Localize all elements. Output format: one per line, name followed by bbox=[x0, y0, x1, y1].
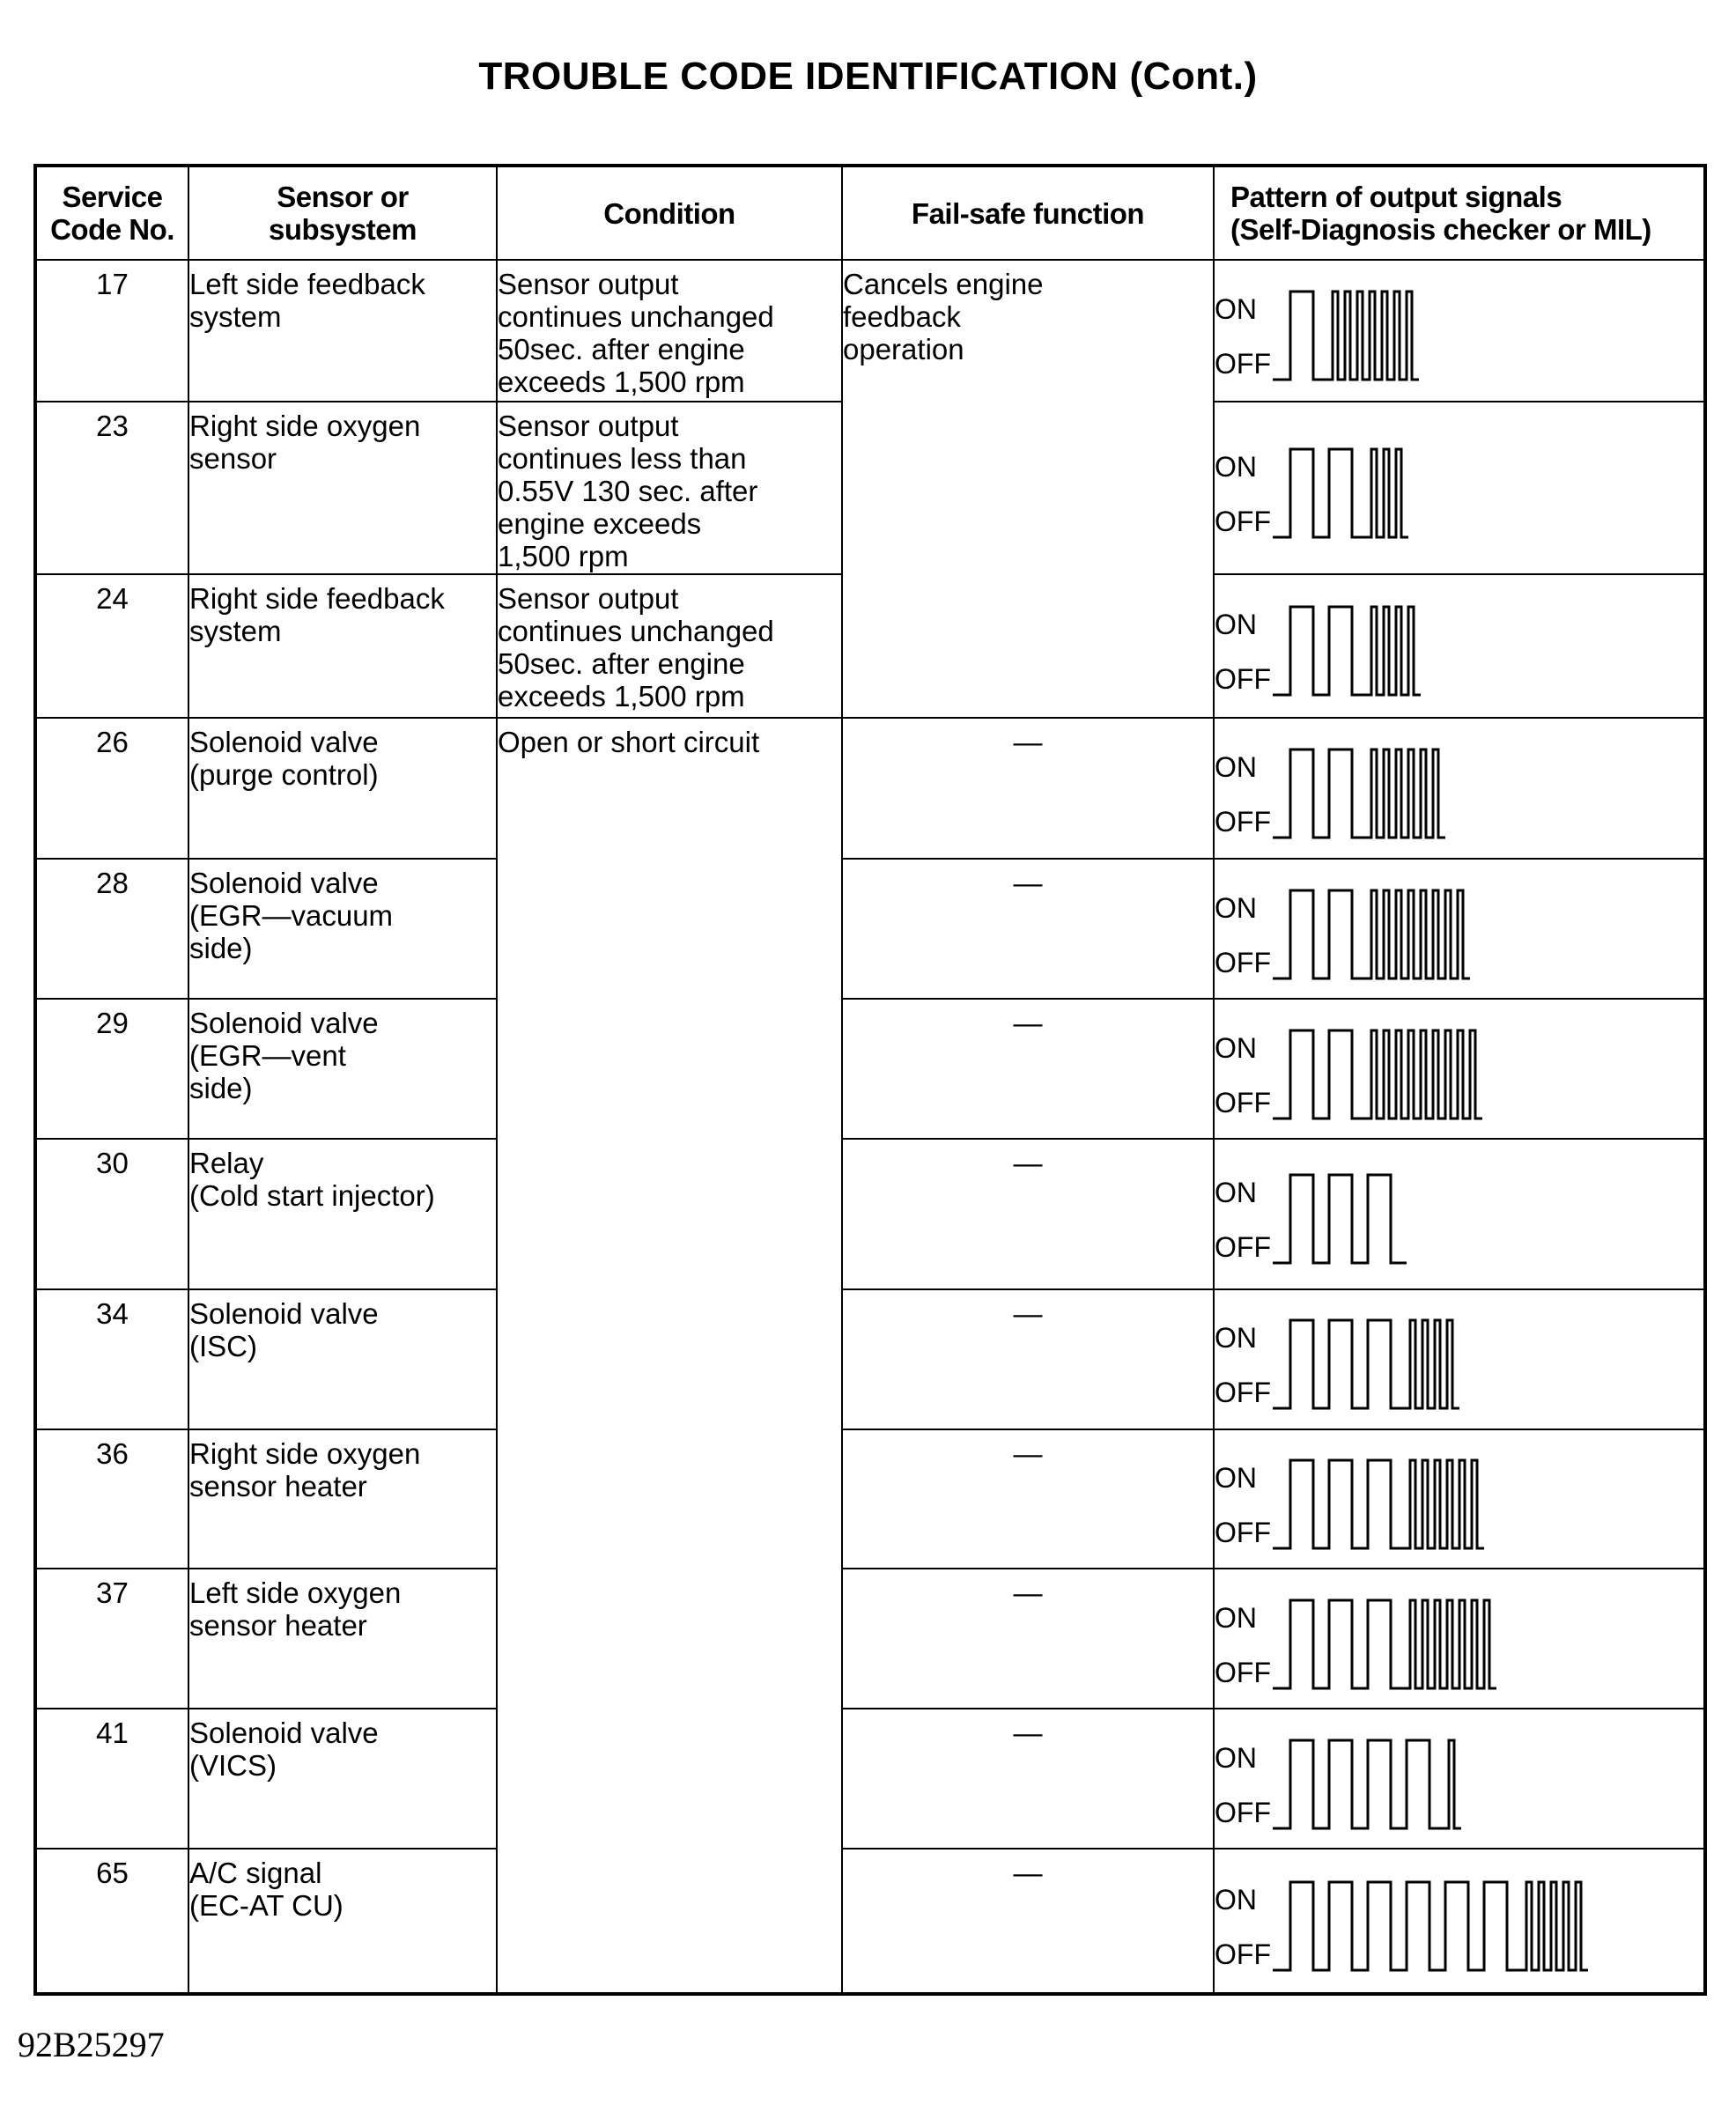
signal-pattern-cell bbox=[1214, 1289, 1705, 1429]
table-body bbox=[35, 260, 1705, 1994]
table-row bbox=[35, 1139, 1705, 1289]
signal-waveform bbox=[1273, 1175, 1407, 1263]
on-label: ON bbox=[1215, 293, 1257, 326]
signal-waveform bbox=[1273, 1030, 1482, 1119]
off-label: OFF bbox=[1215, 1938, 1271, 1971]
header-condition: Condition bbox=[497, 166, 842, 260]
signal-level-labels bbox=[1215, 605, 1273, 696]
condition-cell: Sensor output continues unchanged 50sec. after engine exceeds 1,500 rpm bbox=[497, 574, 842, 718]
condition-merged-cell: Open or short circuit bbox=[497, 718, 842, 1994]
failsafe-merged-cell: Cancels engine feedback operation bbox=[842, 260, 1214, 718]
signal-waveform-graphic bbox=[1273, 596, 1660, 702]
signal-pattern-cell bbox=[1214, 1569, 1705, 1709]
signal-pattern-cell bbox=[1214, 260, 1705, 402]
signal-level-labels bbox=[1215, 748, 1273, 836]
table-row bbox=[35, 859, 1705, 999]
service-code-cell: 41 bbox=[35, 1709, 188, 1849]
sensor-cell: Right side feedback system bbox=[188, 574, 497, 718]
signal-waveform-graphic bbox=[1273, 439, 1660, 544]
on-label: ON bbox=[1215, 450, 1257, 483]
off-label: OFF bbox=[1215, 1517, 1271, 1549]
signal-pattern-cell bbox=[1214, 1849, 1705, 1994]
signal-pattern-cell bbox=[1214, 859, 1705, 999]
table-row bbox=[35, 260, 1705, 402]
failsafe-dash-cell: — bbox=[842, 1709, 1214, 1849]
sensor-cell: Relay (Cold start injector) bbox=[188, 1139, 497, 1289]
signal-level-labels bbox=[1215, 447, 1273, 535]
document-id: 92B25297 bbox=[18, 2025, 165, 2064]
on-label: ON bbox=[1215, 1177, 1257, 1209]
signal-level-labels bbox=[1215, 1318, 1273, 1407]
table-row bbox=[35, 1429, 1705, 1569]
on-label: ON bbox=[1215, 1741, 1257, 1774]
on-label: ON bbox=[1215, 1601, 1257, 1634]
signal-pattern-cell bbox=[1214, 718, 1705, 860]
failsafe-dash-cell: — bbox=[842, 1569, 1214, 1709]
failsafe-dash-cell: — bbox=[842, 1289, 1214, 1429]
header-sensor: Sensor or subsystem bbox=[188, 166, 497, 260]
header-pattern: Pattern of output signals (Self-Diagnosis checker or MIL) bbox=[1214, 166, 1705, 260]
on-label: ON bbox=[1215, 609, 1257, 641]
table-row bbox=[35, 1289, 1705, 1429]
service-code-cell: 34 bbox=[35, 1289, 188, 1429]
failsafe-dash-cell: — bbox=[842, 718, 1214, 860]
sensor-cell: Left side feedback system bbox=[188, 260, 497, 402]
off-label: OFF bbox=[1215, 505, 1271, 537]
signal-waveform bbox=[1273, 1740, 1461, 1828]
condition-cell: Sensor output continues unchanged 50sec. after engine exceeds 1,500 rpm bbox=[497, 260, 842, 402]
service-code-cell: 30 bbox=[35, 1139, 188, 1289]
signal-pattern-cell bbox=[1214, 1429, 1705, 1569]
signal-level-labels bbox=[1215, 1739, 1273, 1827]
sensor-cell: Solenoid valve (EGR—vacuum side) bbox=[188, 859, 497, 999]
signal-waveform-graphic bbox=[1273, 880, 1660, 986]
signal-waveform bbox=[1273, 292, 1419, 380]
sensor-cell: Solenoid valve (EGR—vent side) bbox=[188, 999, 497, 1139]
condition-cell: Sensor output continues less than 0.55V 130 sec. after engine exceeds 1,500 rpm bbox=[497, 402, 842, 574]
table-row bbox=[35, 718, 1705, 860]
signal-waveform bbox=[1273, 1320, 1459, 1408]
signal-pattern bbox=[1215, 867, 1703, 998]
on-label: ON bbox=[1215, 751, 1257, 784]
signal-pattern-cell bbox=[1214, 999, 1705, 1139]
failsafe-dash-cell: — bbox=[842, 1849, 1214, 1994]
signal-waveform-graphic bbox=[1273, 281, 1660, 387]
signal-level-labels bbox=[1215, 1458, 1273, 1547]
sensor-cell: Solenoid valve (ISC) bbox=[188, 1289, 497, 1429]
off-label: OFF bbox=[1215, 1796, 1271, 1828]
on-label: ON bbox=[1215, 1031, 1257, 1064]
signal-waveform-graphic bbox=[1273, 1730, 1660, 1835]
service-code-cell: 65 bbox=[35, 1849, 188, 1994]
off-label: OFF bbox=[1215, 663, 1271, 696]
signal-pattern bbox=[1215, 582, 1703, 717]
signal-waveform-graphic bbox=[1273, 1020, 1660, 1126]
header-service-code: Service Code No. bbox=[35, 166, 188, 260]
signal-waveform-graphic bbox=[1273, 1590, 1660, 1695]
on-label: ON bbox=[1215, 1322, 1257, 1355]
service-code-cell: 26 bbox=[35, 718, 188, 860]
table-row bbox=[35, 1569, 1705, 1709]
sensor-cell: Right side oxygen sensor bbox=[188, 402, 497, 574]
page-title: TROUBLE CODE IDENTIFICATION (Cont.) bbox=[478, 55, 1258, 98]
signal-waveform bbox=[1273, 1882, 1588, 1970]
off-label: OFF bbox=[1215, 1231, 1271, 1264]
signal-level-labels bbox=[1215, 290, 1273, 378]
signal-waveform bbox=[1273, 449, 1408, 537]
signal-pattern bbox=[1215, 1717, 1703, 1848]
failsafe-dash-cell: — bbox=[842, 999, 1214, 1139]
off-label: OFF bbox=[1215, 1656, 1271, 1688]
signal-level-labels bbox=[1215, 889, 1273, 977]
off-label: OFF bbox=[1215, 806, 1271, 838]
service-code-cell: 23 bbox=[35, 402, 188, 574]
off-label: OFF bbox=[1215, 1377, 1271, 1409]
signal-pattern bbox=[1215, 1857, 1703, 1992]
sensor-cell: Right side oxygen sensor heater bbox=[188, 1429, 497, 1569]
signal-waveform-graphic bbox=[1273, 1450, 1660, 1555]
signal-waveform bbox=[1273, 749, 1445, 838]
failsafe-dash-cell: — bbox=[842, 1429, 1214, 1569]
signal-waveform-graphic bbox=[1273, 739, 1660, 845]
signal-pattern-cell bbox=[1214, 1709, 1705, 1849]
signal-pattern-cell bbox=[1214, 402, 1705, 574]
signal-pattern bbox=[1215, 410, 1703, 573]
sensor-cell: A/C signal (EC-AT CU) bbox=[188, 1849, 497, 1994]
table-row bbox=[35, 999, 1705, 1139]
service-code-cell: 28 bbox=[35, 859, 188, 999]
signal-waveform-graphic bbox=[1273, 1872, 1660, 1977]
trouble-code-table bbox=[33, 164, 1707, 1996]
signal-level-labels bbox=[1215, 1880, 1273, 1971]
service-code-cell: 24 bbox=[35, 574, 188, 718]
signal-level-labels bbox=[1215, 1029, 1273, 1117]
signal-pattern bbox=[1215, 1007, 1703, 1138]
signal-pattern bbox=[1215, 1437, 1703, 1569]
off-label: OFF bbox=[1215, 946, 1271, 978]
sensor-cell: Solenoid valve (purge control) bbox=[188, 718, 497, 860]
signal-waveform bbox=[1273, 607, 1421, 695]
table-row bbox=[35, 1849, 1705, 1994]
header-failsafe: Fail-safe function bbox=[842, 166, 1214, 260]
on-label: ON bbox=[1215, 1462, 1257, 1495]
on-label: ON bbox=[1215, 891, 1257, 924]
service-code-cell: 37 bbox=[35, 1569, 188, 1709]
signal-waveform-graphic bbox=[1273, 1310, 1660, 1415]
signal-pattern bbox=[1215, 1576, 1703, 1708]
signal-level-labels bbox=[1215, 1598, 1273, 1687]
sensor-cell: Left side oxygen sensor heater bbox=[188, 1569, 497, 1709]
signal-waveform bbox=[1273, 1600, 1496, 1688]
signal-pattern bbox=[1215, 726, 1703, 859]
on-label: ON bbox=[1215, 1884, 1257, 1916]
service-code-cell: 17 bbox=[35, 260, 188, 402]
service-code-cell: 29 bbox=[35, 999, 188, 1139]
signal-waveform-graphic bbox=[1273, 1164, 1660, 1270]
signal-pattern bbox=[1215, 1297, 1703, 1429]
signal-pattern-cell bbox=[1214, 1139, 1705, 1289]
sensor-cell: Solenoid valve (VICS) bbox=[188, 1709, 497, 1849]
table-header-row bbox=[35, 166, 1705, 260]
off-label: OFF bbox=[1215, 348, 1271, 380]
signal-pattern bbox=[1215, 1147, 1703, 1288]
signal-level-labels bbox=[1215, 1173, 1273, 1264]
failsafe-dash-cell: — bbox=[842, 1139, 1214, 1289]
signal-pattern bbox=[1215, 268, 1703, 401]
signal-pattern-cell bbox=[1214, 574, 1705, 718]
failsafe-dash-cell: — bbox=[842, 859, 1214, 999]
signal-waveform bbox=[1273, 890, 1470, 978]
signal-waveform bbox=[1273, 1460, 1484, 1548]
off-label: OFF bbox=[1215, 1086, 1271, 1119]
service-code-cell: 36 bbox=[35, 1429, 188, 1569]
table-row bbox=[35, 1709, 1705, 1849]
